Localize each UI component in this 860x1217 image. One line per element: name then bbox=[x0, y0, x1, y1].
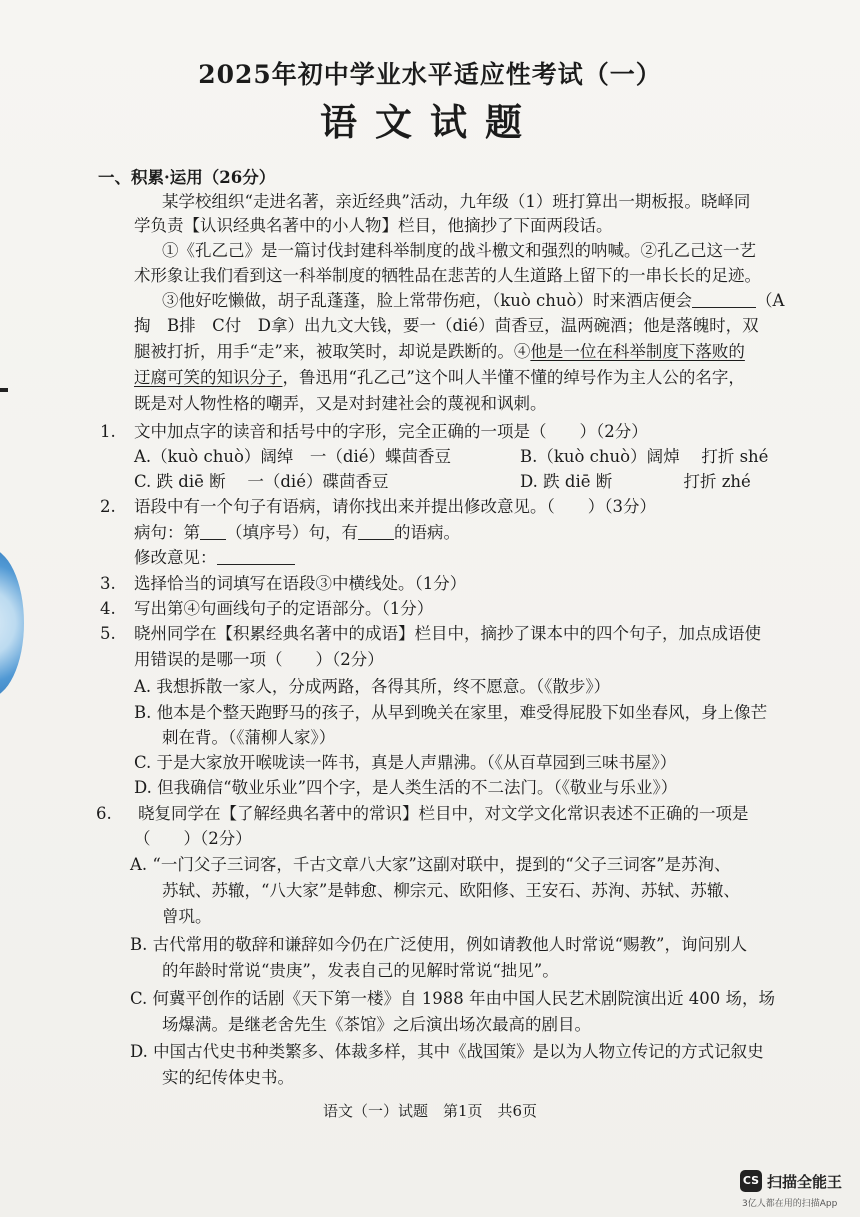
passage-line: 术形象让我们看到这一科举制度的牺牲品在悲苦的人生道路上留下的一串长长的足迹。 bbox=[134, 266, 761, 285]
question-number: 4. bbox=[100, 599, 116, 618]
question-number: 3. bbox=[100, 574, 116, 593]
question-stem: 用错误的是哪一项（ ）（2分） bbox=[134, 650, 384, 669]
answer-line bbox=[134, 547, 295, 569]
edge-mark bbox=[0, 388, 8, 392]
question-number: 5. bbox=[100, 624, 116, 643]
stamp-seal bbox=[0, 548, 24, 698]
option-c: C. 于是大家放开喉咙读一阵书，真是人声鼎沸。（《从百草园到三味书屋》） bbox=[134, 753, 677, 772]
option-a: A. 我想拆散一家人，分成两路，各得其所，终不愿意。（《散步》） bbox=[134, 677, 611, 696]
underlined-sentence: 他是一位在科举制度下落败的 bbox=[530, 342, 745, 361]
fill-blank bbox=[358, 523, 394, 540]
answer-label: 修改意见： bbox=[134, 548, 217, 567]
question-stem: 晓州同学在【积累经典名著中的成语】栏目中，摘抄了课本中的四个句子，加点成语使 bbox=[134, 624, 761, 643]
question-number: 6. bbox=[96, 804, 112, 823]
intro-line: 学负责【认识经典名著中的小人物】栏目，他摘抄了下面两段话。 bbox=[134, 216, 613, 235]
question-stem: （ ）（2分） bbox=[134, 829, 252, 848]
fill-blank bbox=[217, 548, 295, 565]
question-stem: 文中加点字的读音和括号中的字形，完全正确的一项是（ ）（2分） bbox=[134, 422, 648, 441]
passage-text: （A bbox=[755, 291, 785, 310]
option-d: D. 跌 diē 断 打折 zhé bbox=[520, 472, 751, 491]
option-a-cont: 曾巩。 bbox=[162, 907, 212, 926]
option-c-cont: 场爆满。是继老舍先生《茶馆》之后演出场次最高的剧目。 bbox=[162, 1015, 591, 1034]
passage-line: 既是对人物性格的嘲弄，又是对封建社会的蔑视和讽刺。 bbox=[134, 394, 547, 413]
option-c: C. 何冀平创作的话剧《天下第一楼》自 1988 年由中国人民艺术剧院演出近 400 场，场 bbox=[130, 989, 775, 1008]
question-stem: 写出第④句画线句子的定语部分。（1分） bbox=[134, 599, 434, 618]
option-b-cont: 的年龄时常说“贵庚”，发表自己的见解时常说“拙见”。 bbox=[162, 961, 559, 980]
option-d-cont: 实的纪传体史书。 bbox=[162, 1068, 294, 1087]
passage-line bbox=[134, 341, 745, 363]
passage-text: 腿被打折，用手“走”来，被取笑时，却说是跌断的。④ bbox=[134, 342, 531, 361]
option-d: D. 中国古代史书种类繁多、体裁多样，其中《战国策》是以为人物立传记的方式记叙史 bbox=[130, 1042, 764, 1061]
option-b: B. 他本是个整天跑野马的孩子，从早到晚关在家里，难受得屁股下如坐春风，身上像芒 bbox=[134, 703, 768, 722]
scanner-slogan: 3亿人都在用的扫描App bbox=[742, 1199, 838, 1209]
answer-label: （填序号）句，有 bbox=[226, 523, 358, 542]
question-stem: 晓复同学在【了解经典名著中的常识】栏目中，对文学文化常识表述不正确的一项是 bbox=[138, 804, 749, 823]
option-a: A.（kuò chuò）阔绰 一（dié）蝶茴香豆 bbox=[134, 447, 451, 466]
fill-blank bbox=[692, 291, 756, 308]
intro-line: 某学校组织“走进名著，亲近经典”活动，九年级（1）班打算出一期板报。晓峄同 bbox=[162, 192, 751, 211]
page-footer: 语文（一）试题 第1页 共6页 bbox=[322, 1102, 538, 1120]
subject-title: 语文试题 bbox=[320, 100, 540, 144]
option-b: B. 古代常用的敬辞和谦辞如今仍在广泛使用，例如请教他人时常说“赐教”，询问别人 bbox=[130, 935, 747, 954]
passage-text: ，鲁迅用“孔乙己”这个叫人半懂不懂的绰号作为主人公的名字， bbox=[282, 368, 745, 387]
passage-text: ③他好吃懒做，胡子乱蓬蓬，脸上常带伤疤，（kuò chuò）时来酒店便会 bbox=[162, 291, 692, 310]
fill-blank bbox=[200, 523, 226, 540]
passage-line: 掏 B排 C付 D拿）出九文大钱，要一（dié）茴香豆，温两碗酒；他是落魄时，双 bbox=[134, 316, 759, 335]
passage-line: ①《孔乙己》是一篇讨伐封建科举制度的战斗檄文和强烈的呐喊。②孔乙己这一艺 bbox=[162, 241, 756, 260]
option-d: D. 但我确信“敬业乐业”四个字，是人类生活的不二法门。（《敬业与乐业》） bbox=[134, 778, 678, 797]
answer-label: 病句：第 bbox=[134, 523, 200, 542]
question-stem: 选择恰当的词填写在语段③中横线处。（1分） bbox=[134, 574, 467, 593]
passage-line bbox=[162, 290, 784, 312]
scanner-watermark bbox=[740, 1168, 856, 1208]
scanner-logo-icon: CS bbox=[740, 1170, 762, 1192]
question-number: 2. bbox=[100, 497, 116, 516]
option-b-cont: 刺在背。（《蒲柳人家》） bbox=[162, 728, 336, 747]
scanner-name: 扫描全能王 bbox=[767, 1173, 843, 1191]
answer-line bbox=[134, 522, 460, 544]
question-stem: 语段中有一个句子有语病，请你找出来并提出修改意见。（ ）（3分） bbox=[134, 497, 656, 516]
section-title: 一、积累·运用（26分） bbox=[98, 168, 276, 187]
option-a-cont: 苏轼、苏辙，“八大家”是韩愈、柳宗元、欧阳修、王安石、苏洵、苏轼、苏辙、 bbox=[162, 881, 740, 900]
answer-label: 的语病。 bbox=[394, 523, 460, 542]
underlined-sentence: 迂腐可笑的知识分子 bbox=[134, 368, 283, 387]
option-b: B.（kuò chuò）阔焯 打折 shé bbox=[520, 447, 769, 466]
option-a: A. “一门父子三词客，千古文章八大家”这副对联中，提到的“父子三词客”是苏洵、 bbox=[130, 855, 731, 874]
exam-title: 2025年初中学业水平适应性考试（一） bbox=[198, 60, 662, 89]
passage-line bbox=[134, 367, 745, 389]
question-number: 1. bbox=[100, 422, 116, 441]
option-c: C. 跌 diē 断 一（dié）碟茴香豆 bbox=[134, 472, 389, 491]
